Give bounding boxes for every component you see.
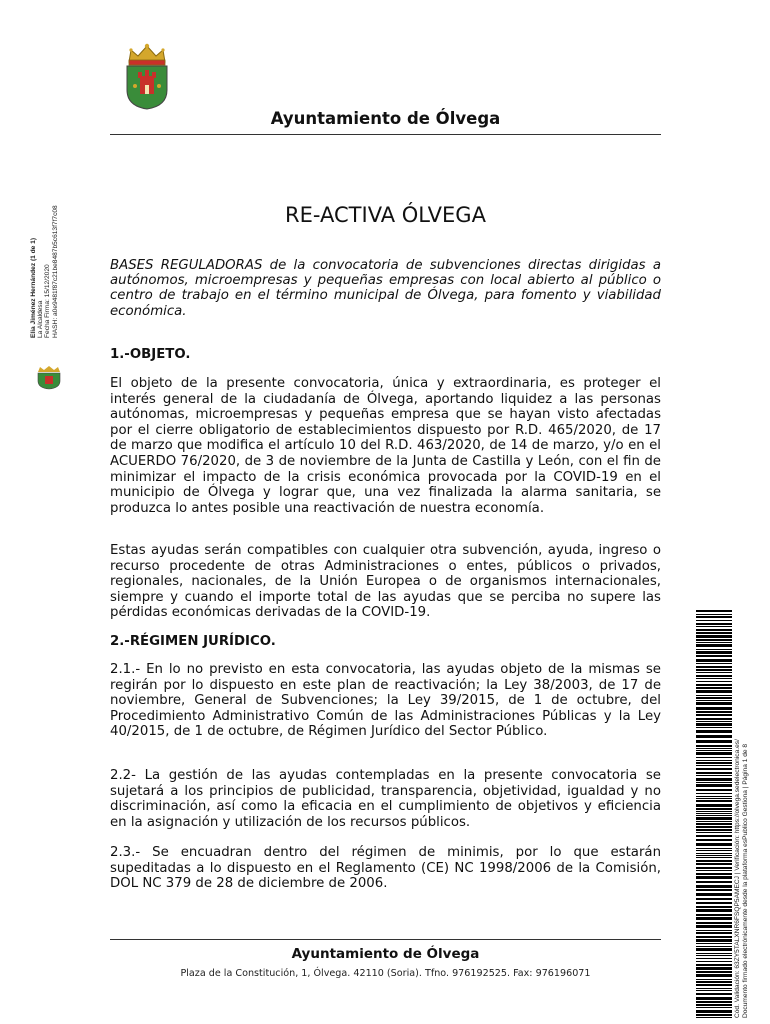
barcode-bar (696, 881, 732, 883)
barcode-bar (696, 669, 732, 671)
signer-role: La Alcaldesa (37, 300, 45, 338)
signature-coat-icon (35, 364, 63, 390)
barcode-bar (696, 702, 732, 705)
barcode-bar (696, 853, 732, 854)
barcode-bar (696, 623, 732, 625)
barcode-bar (696, 748, 732, 749)
barcode-bar (696, 649, 732, 650)
verification-block (734, 658, 751, 1018)
barcode-bar (696, 815, 732, 816)
barcode-bar (696, 988, 732, 989)
barcode-bar (696, 817, 732, 820)
barcode-bar (696, 690, 732, 693)
section-2-paragraph-2: 2.2- La gestión de las ayudas contempladas en la presente convocatoria se sujetará a los principios de publicidad, transparencia, objetividad, igualdad y no discriminación, así como la eficacia en el cumplimiento de objetivos y eficiencia en la asignación y utilización de los recursos públicos. (110, 768, 661, 830)
barcode-bar (696, 635, 732, 638)
signer-name: Elia Jiménez Hernández (1 de 1) (30, 237, 37, 338)
barcode-bar (696, 700, 732, 701)
barcode-bar (696, 948, 732, 951)
barcode-bar (696, 745, 732, 747)
barcode-bar (696, 909, 732, 912)
barcode-bar (696, 727, 732, 728)
verification-barcode (696, 610, 732, 1018)
footer-address: Plaza de la Constitución, 1, Ólvega. 42110 (Soria). Tfno. 976192525. Fax: 976196071 (180, 968, 591, 979)
barcode-bar (696, 632, 732, 634)
barcode-bar (696, 778, 732, 781)
barcode-bar (696, 826, 732, 828)
barcode-bar (696, 971, 732, 973)
barcode-bar (696, 857, 732, 858)
barcode-bar (696, 697, 732, 699)
barcode-bar (696, 750, 732, 751)
barcode-bar (696, 997, 732, 1000)
barcode-bar (696, 784, 732, 787)
barcode-bar (696, 672, 732, 673)
barcode-bar (696, 964, 732, 966)
barcode-bar (696, 752, 732, 755)
barcode-bar (696, 839, 732, 841)
barcode-bar (696, 714, 732, 716)
barcode-bar (696, 718, 732, 720)
barcode-bar (696, 735, 732, 738)
barcode-bar (696, 925, 732, 928)
barcode-bar (696, 867, 732, 869)
barcode-bar (696, 860, 732, 862)
barcode-bar (696, 898, 732, 900)
barcode-bar (696, 821, 732, 822)
barcode-bar (696, 990, 732, 991)
coat-of-arms-logo (121, 40, 173, 110)
barcode-bar (696, 835, 732, 837)
barcode-bar (696, 796, 732, 797)
barcode-bar (696, 616, 732, 618)
barcode-bar (696, 730, 732, 733)
footer-divider (110, 939, 661, 940)
verification-line-1: Cód. Validación: 63ZY5TALXNR6FSQP5AMECJ | Verificación: https://olvega.sedelectronica.es/ (734, 739, 741, 1018)
barcode-bar (696, 914, 732, 916)
section-1-paragraph-1: El objeto de la presente convocatoria, única y extraordinaria, es proteger el interés general de la ciudadanía de Ólvega, aportando liquidez a las personas autónomas, microempresas y pequeñas empresa que se hayan visto afectadas por el cierre obligatorio de establecimientos dispuesto por R.D. 465/2020, de 17 de marzo que modifica el artículo 10 del R.D. 463/2020, de 14 de marzo, y/o en el ACUERDO 76/2020, de 3 de noviembre de la Junta de Castilla y León, con el fin de minimizar el impacto de la crisis económica provocada por la COVID-19 en el municipio de Ólvega y lograr que, una vez finalizada la alarma sanitaria, se produzca lo antes posible una reactivación de nuestra economía. (110, 376, 661, 516)
header-divider (110, 134, 661, 135)
barcode-bar (696, 893, 732, 896)
barcode-bar (696, 873, 732, 875)
section-2-heading: 2.-RÉGIMEN JURÍDICO. (110, 634, 276, 649)
barcode-bar (696, 1007, 732, 1008)
barcode-bar (696, 961, 732, 962)
barcode-bar (696, 889, 732, 891)
barcode-bar (696, 684, 732, 686)
barcode-bar (696, 707, 732, 710)
barcode-bar (696, 984, 732, 986)
barcode-bar (696, 832, 732, 833)
barcode-bar (696, 1014, 732, 1016)
barcode-bar (696, 943, 732, 944)
barcode-bar (696, 626, 732, 627)
barcode-bar (696, 939, 732, 942)
barcode-bar (696, 651, 732, 654)
barcode-bar (696, 687, 732, 689)
barcode-bar (696, 620, 732, 621)
barcode-bar (696, 855, 732, 856)
barcode-bar (696, 967, 732, 970)
footer-municipality: Ayuntamiento de Ólvega (291, 946, 480, 962)
barcode-bar (696, 681, 732, 682)
barcode-bar (696, 642, 732, 643)
barcode-bar (696, 902, 732, 904)
barcode-bar (696, 953, 732, 954)
section-2-paragraph-1: 2.1.- En lo no previsto en esta convocatoria, las ayudas objeto de la mismas se regirán por lo dispuesto en este plan de reactivación; la Ley 38/2003, de 17 de noviembre, General de Subvenciones; la Ley 39/2015, de 1 de octubre, del Procedimiento Administrativo Común de las Administraciones Públicas y la Ley 40/2015, de 1 de octubre, de Régimen Jurídico del Sector Público. (110, 662, 661, 740)
barcode-bar (696, 843, 732, 846)
barcode-bar (696, 823, 732, 825)
barcode-bar (696, 811, 732, 812)
barcode-bar (696, 639, 732, 641)
document-intro: BASES REGULADORAS de la convocatoria de subvenciones directas dirigidas a autónomos, microempresas y pequeñas empresas con local abierto al público o centro de trabajo en el término municipal de Ólvega, para fomento y viabilidad económica. (110, 258, 661, 319)
barcode-bar (696, 813, 732, 814)
barcode-bar (696, 955, 732, 956)
signature-hash: HASH: a0e9481f87c21be8487b5c613f7f7c08 (51, 205, 59, 338)
barcode-bar (696, 829, 732, 831)
barcode-bar (696, 663, 732, 664)
barcode-bar (696, 666, 732, 668)
section-1-heading: 1.-OBJETO. (110, 347, 191, 362)
barcode-bar (696, 695, 732, 696)
barcode-bar (696, 798, 732, 799)
barcode-bar (696, 917, 732, 920)
barcode-bar (696, 1004, 732, 1006)
barcode-bar (696, 946, 732, 947)
barcode-bar (696, 936, 732, 938)
section-2-paragraph-3: 2.3.- Se encuadran dentro del régimen de minimis, por lo que estarán supeditadas a lo dispuesto en el Reglamento (CE) NC 1998/2006 de la Comisión, DOL NC 379 de 28 de diciembre de 2006. (110, 845, 661, 892)
barcode-bar (696, 655, 732, 657)
barcode-bar (696, 762, 732, 764)
document-title: RE-ACTIVA ÓLVEGA (285, 203, 486, 227)
barcode-bar (696, 772, 732, 774)
barcode-bar (696, 775, 732, 776)
barcode-bar (696, 885, 732, 888)
signature-block (30, 188, 59, 338)
barcode-bar (696, 721, 732, 722)
barcode-bar (696, 804, 732, 807)
barcode-bar (696, 711, 732, 713)
barcode-bar (696, 1001, 732, 1003)
barcode-bar (696, 808, 732, 810)
barcode-bar (696, 932, 732, 934)
barcode-bar (696, 922, 732, 924)
barcode-bar (696, 610, 732, 612)
barcode-bar (696, 876, 732, 879)
barcode-bar (696, 850, 732, 851)
barcode-bar (696, 723, 732, 726)
barcode-bar (696, 800, 732, 802)
barcode-bar (696, 981, 732, 983)
barcode-bar (696, 675, 732, 677)
signature-date: Fecha Firma: 15/12/2020 (44, 264, 52, 338)
barcode-bar (696, 930, 732, 931)
barcode-bar (696, 629, 732, 631)
barcode-bar (696, 678, 732, 679)
verification-line-2: Documento firmado electrónicamente desde la plataforma esPublico Gestiona | Página 1 de 8 (742, 743, 750, 1018)
barcode-bar (696, 789, 732, 791)
barcode-bar (696, 974, 732, 977)
barcode-bar (696, 659, 732, 662)
barcode-bar (696, 993, 732, 995)
barcode-bar (696, 768, 732, 770)
barcode-bar (696, 1010, 732, 1013)
barcode-bar (696, 958, 732, 959)
section-1-paragraph-2: Estas ayudas serán compatibles con cualquier otra subvención, ayuda, ingreso o recurso procedente de otras Administraciones o entes, públicos o privados, regionales, nacionales, de la Unión Europea o de organismos internacionales, siempre y cuando el importe total de las ayudas que se perciba no supere las pérdidas económicas derivadas de la COVID-19. (110, 543, 661, 621)
barcode-bar (696, 979, 732, 980)
header-municipality: Ayuntamiento de Ólvega (270, 109, 501, 128)
barcode-bar (696, 906, 732, 908)
barcode-bar (696, 793, 732, 794)
barcode-bar (696, 765, 732, 766)
barcode-bar (696, 1017, 732, 1018)
barcode-bar (696, 740, 732, 743)
barcode-bar (696, 848, 732, 849)
barcode-bar (696, 782, 732, 783)
barcode-bar (696, 863, 732, 865)
barcode-bar (696, 614, 732, 615)
barcode-bar (696, 760, 732, 761)
barcode-bar (696, 870, 732, 871)
barcode-bar (696, 757, 732, 758)
barcode-bar (696, 644, 732, 647)
